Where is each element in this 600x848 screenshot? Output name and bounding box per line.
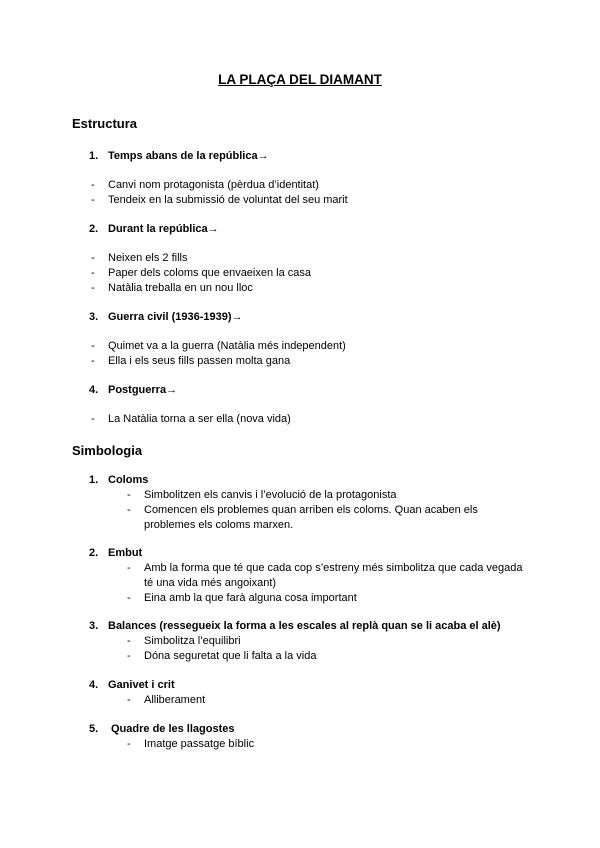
list-number: 4. bbox=[89, 384, 99, 396]
list-number: 5. bbox=[89, 723, 99, 735]
list-item: Imatge passatge bíblic bbox=[144, 738, 255, 750]
list-item: Eina amb la que farà alguna cosa important bbox=[144, 592, 357, 604]
section-label: Durant la república→ bbox=[108, 223, 219, 235]
list-item-continuation: té una vida més angoixant) bbox=[144, 577, 277, 589]
bullet-dash: - bbox=[127, 504, 131, 516]
document-title: LA PLAÇA DEL DIAMANT bbox=[218, 72, 382, 87]
section-label: Quadre de les llagostes bbox=[111, 723, 235, 735]
list-item: Canvi nom protagonista (pèrdua d’identitat) bbox=[108, 179, 319, 191]
list-item: Dóna seguretat que li falta a la vida bbox=[144, 650, 317, 662]
bullet-dash: - bbox=[91, 194, 95, 206]
list-item: Tendeix en la submissió de voluntat del seu marit bbox=[108, 194, 348, 206]
section-label: Guerra civil (1936-1939)→ bbox=[108, 311, 243, 323]
list-item: Simbolitzen els canvis i l’evolució de la protagonista bbox=[144, 489, 397, 501]
bullet-dash: - bbox=[127, 635, 131, 647]
heading-estructura: Estructura bbox=[72, 116, 138, 131]
list-number: 1. bbox=[89, 150, 99, 162]
list-number: 4. bbox=[89, 679, 99, 691]
list-item: Paper dels coloms que envaeixen la casa bbox=[108, 267, 312, 279]
bullet-dash: - bbox=[91, 252, 95, 264]
section-label: Embut bbox=[108, 547, 143, 559]
list-number: 2. bbox=[89, 547, 99, 559]
bullet-dash: - bbox=[91, 179, 95, 191]
bullet-dash: - bbox=[127, 738, 131, 750]
list-item: Alliberament bbox=[144, 694, 206, 706]
list-item: La Natàlia torna a ser ella (nova vida) bbox=[108, 413, 291, 425]
list-item: Simbolitza l’equilibri bbox=[144, 635, 241, 647]
bullet-dash: - bbox=[91, 282, 95, 294]
section-label: Temps abans de la república→ bbox=[108, 150, 269, 162]
heading-simbologia: Simbologia bbox=[72, 443, 143, 458]
bullet-dash: - bbox=[127, 562, 131, 574]
bullet-dash: - bbox=[91, 267, 95, 279]
bullet-dash: - bbox=[91, 355, 95, 367]
section-label: Postguerra→ bbox=[108, 384, 178, 396]
list-number: 1. bbox=[89, 474, 99, 486]
bullet-dash: - bbox=[91, 413, 95, 425]
list-item: Comencen els problemes quan arriben els coloms. Quan acaben els bbox=[144, 504, 478, 516]
list-item: Ella i els seus fills passen molta gana bbox=[108, 355, 291, 367]
section-label: Coloms bbox=[108, 474, 149, 486]
list-item: Quimet va a la guerra (Natàlia més independent) bbox=[108, 340, 346, 352]
list-item: Natàlia treballa en un nou lloc bbox=[108, 282, 253, 294]
list-number: 2. bbox=[89, 223, 99, 235]
bullet-dash: - bbox=[127, 650, 131, 662]
list-item: Amb la forma que té que cada cop s’estreny més simbolitza que cada vegada bbox=[144, 562, 523, 574]
section-label: Ganivet i crit bbox=[108, 679, 175, 691]
list-item-continuation: problemes els coloms marxen. bbox=[144, 519, 294, 531]
bullet-dash: - bbox=[127, 694, 131, 706]
list-item: Neixen els 2 fills bbox=[108, 252, 188, 264]
list-number: 3. bbox=[89, 620, 99, 632]
section-label: Balances (ressegueix la forma a les escales al replà quan se li acaba el alè) bbox=[108, 620, 501, 632]
bullet-dash: - bbox=[127, 592, 131, 604]
list-number: 3. bbox=[89, 311, 99, 323]
bullet-dash: - bbox=[91, 340, 95, 352]
bullet-dash: - bbox=[127, 489, 131, 501]
